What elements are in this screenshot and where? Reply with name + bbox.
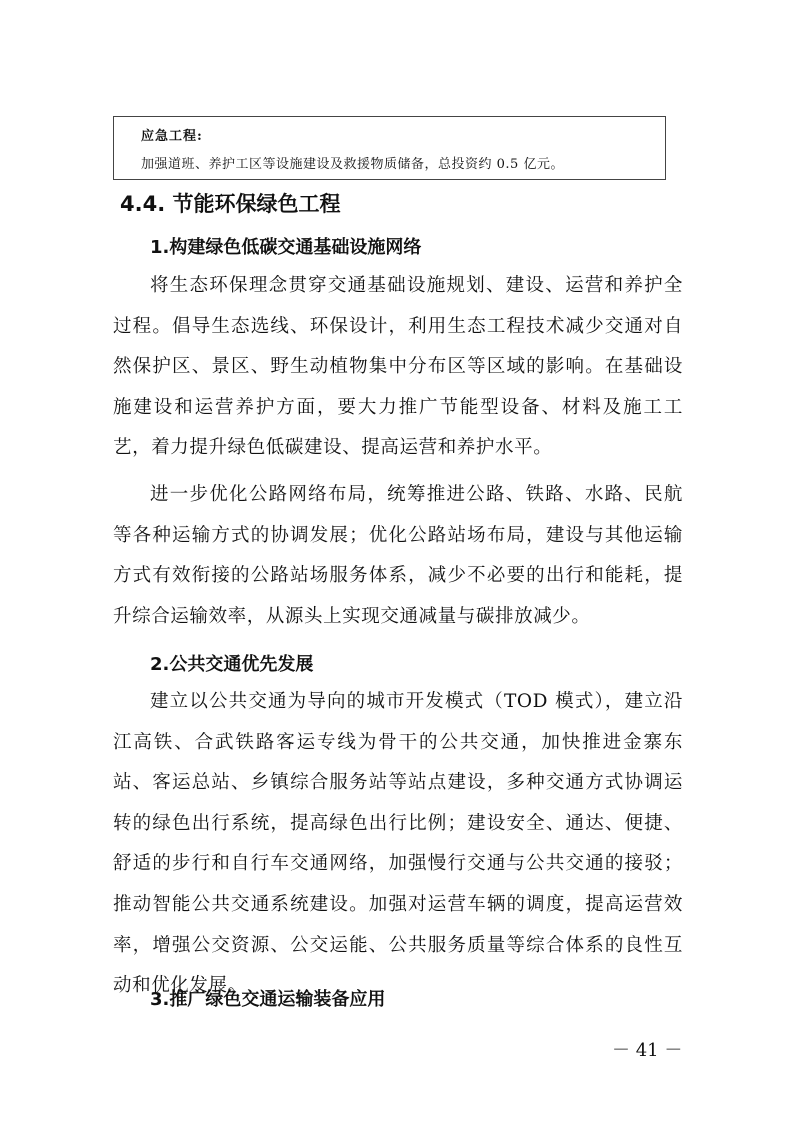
paragraph-1: 将生态环保理念贯穿交通基础设施规划、建设、运营和养护全过程。倡导生态选线、环保设计，利用生态工程技术减少交通对自然保护区、景区、野生动植物集中分布区等区域的影响。在基础设施建设和运营养护方面，要大力推广节能型设备、材料及施工工艺，着力提升绿色低碳建设、提高运营和养护水平。: [113, 275, 683, 459]
subsection-heading-2: 2.公共交通优先发展: [150, 654, 314, 675]
paragraph-2: 进一步优化公路网络布局，统筹推进公路、铁路、水路、民航等各种运输方式的协调发展；优化公路站场布局，建设与其他运输方式有效衔接的公路站场服务体系，减少不必要的出行和能耗，提升综合运输效率，从源头上实现交通减量与碳排放减少。: [113, 484, 683, 627]
emergency-project-box: [113, 116, 666, 180]
emergency-box-text: 加强道班、养护工区等设施建设及救援物质储备，总投资约 0.5 亿元。: [141, 157, 564, 172]
emergency-box-title: 应急工程:: [141, 129, 203, 144]
subsection-heading-1: 1.构建绿色低碳交通基础设施网络: [150, 237, 422, 258]
subsection-heading-3: 3.推广绿色交通运输装备应用: [150, 989, 386, 1010]
paragraph-3: 建立以公共交通为导向的城市开发模式（TOD 模式），建立沿江高铁、合武铁路客运专线为骨干的公共交通，加快推进金寨东站、客运总站、乡镇综合服务站等站点建设，多种交通方式协调运转的绿色出行系统，提高绿色出行比例；建设安全、通达、便捷、舒适的步行和自行车交通网络，加强慢行交通与公共交通的接驳；推动智能公共交通系统建设。加强对运营车辆的调度，提高运营效率，增强公交资源、公交运能、公共服务质量等综合体系的良性互动和优化发展。: [113, 691, 683, 997]
section-title: 4.4. 节能环保绿色工程: [120, 192, 341, 216]
page-number: － 41 －: [612, 1040, 683, 1061]
